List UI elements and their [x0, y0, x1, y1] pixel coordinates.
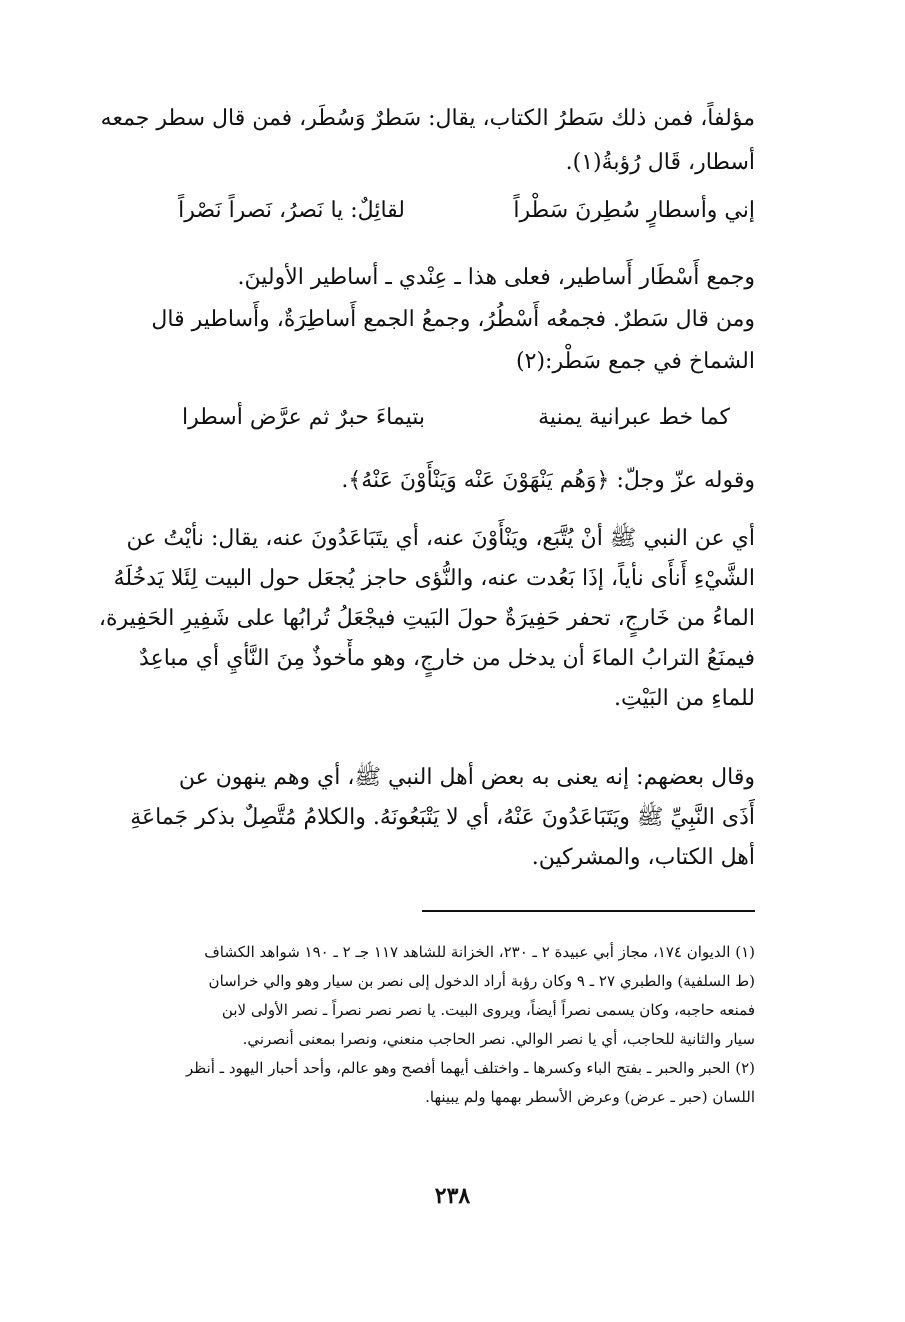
verse-1-second-hemistich: لقائِلٌ: يا نَصرُ، نَصراً نَصْراً	[178, 198, 405, 223]
text-line: ومن قال سَطرٌ. فجمعُه أَسْطُرُ، وجمعُ الجمع أَساطِرَةٌ، وأَساطير قال	[151, 307, 755, 332]
text-line: وقوله عزّ وجلّ: ﴿وَهُم يَنْهَوْنَ عَنْه وَيَنْأَوْنَ عَنْهُ﴾.	[341, 468, 755, 493]
footnotes	[95, 938, 755, 1112]
verse-2-first-hemistich: كما خط عبرانية يمنية	[538, 405, 730, 430]
paragraph-5	[95, 758, 755, 878]
footnote-line: سيار والثانية للحاجب، أي يا نصر الوالي. نصر الحاجب منعني، ونصرا بمعنى أنصرني.	[242, 1030, 755, 1048]
verse-2-second-hemistich: بتيماءَ حبرٌ ثم عرَّض أسطرا	[182, 405, 425, 430]
text-line: وجمع أَسْطَار أَساطير، فعلى هذا ـ عِنْدي ـ أساطير الأولينَ.	[237, 265, 755, 290]
verse-1-first-hemistich: إني وأسطارٍ سُطِرنَ سَطْراً	[513, 198, 755, 223]
paragraph-4	[95, 519, 755, 719]
footnote-line: فمنعه حاجبه، وكان يسمى نصراً أيضاً، ويروى البيت. يا نصر نصر نصراً ـ نصر الأولى لابن	[221, 1001, 755, 1019]
footnote-line: اللسان (حبر ـ عرض) وعرض الأسطر بهمها ولم يبينها.	[425, 1088, 755, 1106]
text-line: فيمنَعُ الترابُ الماءَ أن يدخل من خارجٍ، وهو مأْخوذٌ مِنَ النَّأيِ أي مباعِدٌ	[139, 646, 755, 671]
text-line: الشَّيْءِ أَنأَى نأياً، إذَا بَعُدت عنه، والنُّؤى حاجز يُجعَل حول البيت لِئَلا يَدخُلَهُ	[113, 566, 755, 591]
page-number: ٢٣٨	[434, 1183, 471, 1209]
footnote-divider	[422, 910, 755, 912]
text-line: أهل الكتاب، والمشركين.	[531, 845, 755, 870]
text-line: مؤلفاً، فمن ذلك سَطرُ الكتاب، يقال: سَطرٌ وَسُطَر، فمن قال سطر جمعه	[100, 106, 755, 131]
text-line: أي عن النبي ﷺ أنْ يُتَّبَع، ويَنْأَوْنَ عنه، أي يتَبَاعَدُونَ عنه، يقال: نأيْتُ عن	[126, 526, 755, 551]
paragraph-3	[95, 461, 755, 501]
footnote-line: (ط السلفية) والطبري ٢٧ ـ ٩ وكان رؤبة أراد الدخول إلى نصر بن سيار وهو والي خراسان	[208, 972, 755, 990]
text-line: للماءِ من البَيْتِ.	[614, 686, 755, 711]
text-line: أَذَى النَّبِيِّ ﷺ ويَتَبَاعَدُونَ عَنْهُ، أي لا يَتْبَعُونَهُ. والكلامُ مُتَّصِلٌ بذكر جَماعَةِ	[130, 805, 755, 830]
text-line: وقال بعضهم: إنه يعنى به بعض أهل النبي ﷺ، أي وهم ينهون عن	[178, 765, 755, 790]
footnote-line: (٢) الحبر والحبر ـ بفتح الباء وكسرها ـ واختلف أيهما أفصح وهو عالم، وأحد أحبار اليهود ـ أنظر	[185, 1059, 755, 1077]
footnote-line: (١) الديوان ١٧٤، مجاز أبي عبيدة ٢ ـ ٢٣٠، الخزانة للشاهد ١١٧ جـ ٢ ـ ١٩٠ شواهد الكشاف	[204, 943, 755, 961]
paragraph-2	[95, 257, 755, 383]
text-line: الشماخ في جمع سَطْر:(٢)	[516, 349, 755, 374]
paragraph-1	[95, 97, 755, 185]
text-line: الماءُ من خَارجٍ، تحفر حَفِيرَةٌ حولَ البَيتِ فيجْعَلُ تُرابُها على شَفِيرِ الحَفِيرة،	[98, 606, 755, 631]
text-line: أسطار، قَال رُؤبةُ(١).	[565, 150, 755, 175]
